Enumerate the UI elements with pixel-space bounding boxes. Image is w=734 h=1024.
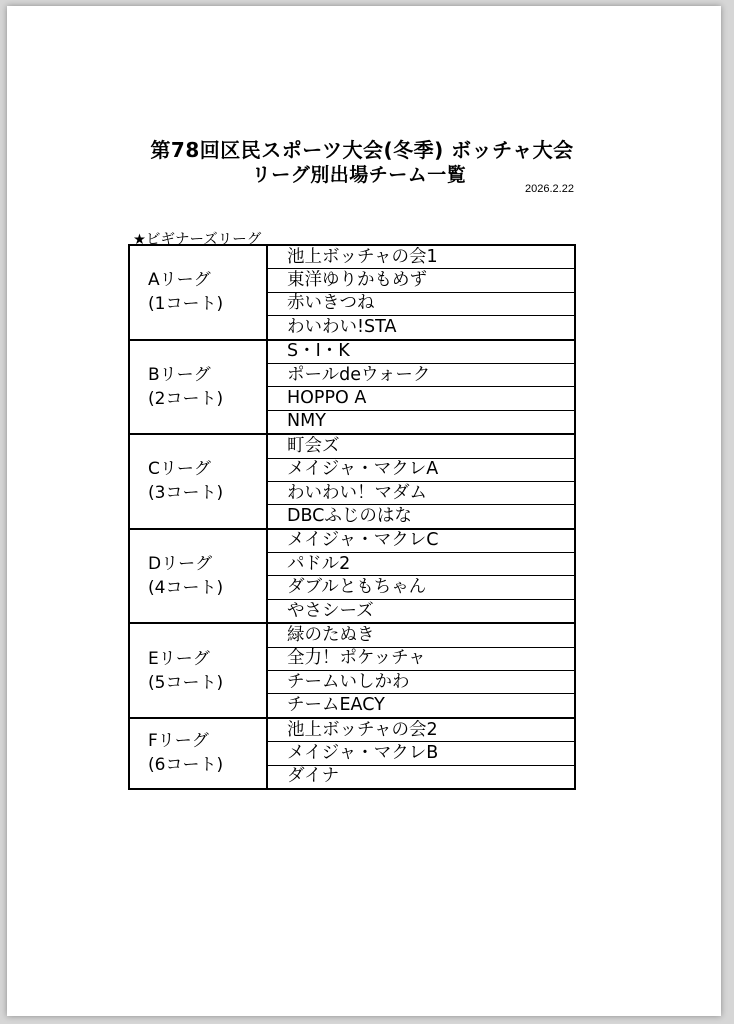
- league-cell: [129, 623, 267, 718]
- team-name: チームEACY: [267, 694, 575, 718]
- court-label: (6コート): [148, 755, 224, 776]
- league-cell: [129, 340, 267, 435]
- team-name: 全力！ポケッチャ: [267, 647, 575, 670]
- team-name: わいわい!STA: [267, 316, 575, 340]
- team-name: ダブルともちゃん: [267, 576, 575, 599]
- team-name: わいわい！マダム: [267, 481, 575, 504]
- league-name: Eリーグ: [148, 648, 210, 669]
- document-title: 第78回区民スポーツ大会(冬季) ボッチャ大会: [150, 138, 574, 162]
- league-name: Bリーグ: [148, 364, 211, 385]
- league-cell: [129, 434, 267, 529]
- league-cell: [129, 245, 267, 340]
- team-name: DBCふじのはな: [267, 505, 575, 529]
- table-row: [129, 623, 575, 647]
- team-name: メイジャ・マクレA: [267, 458, 575, 481]
- table-row: [129, 718, 575, 742]
- table-row: [129, 529, 575, 553]
- document-subtitle: リーグ別出場チーム一覧: [251, 164, 467, 186]
- court-label: (1コート): [148, 294, 224, 315]
- team-name: チームいしかわ: [267, 671, 575, 694]
- league-cell: [129, 718, 267, 789]
- team-name: ポールdeウォーク: [267, 363, 575, 386]
- league-cell: [129, 529, 267, 624]
- court-label: (2コート): [148, 388, 224, 409]
- table-row: [129, 340, 575, 364]
- court-label: (4コート): [148, 577, 224, 598]
- team-name: 池上ボッチャの会2: [267, 718, 575, 742]
- league-name: Aリーグ: [148, 270, 211, 291]
- team-name: HOPPO A: [267, 387, 575, 410]
- team-name: 緑のたぬき: [267, 623, 575, 647]
- table-row: [129, 245, 575, 269]
- team-name: メイジャ・マクレB: [267, 742, 575, 765]
- team-name: 町会ズ: [267, 434, 575, 458]
- league-table: [128, 244, 576, 790]
- league-name: Dリーグ: [148, 553, 213, 574]
- team-name: パドル2: [267, 553, 575, 576]
- team-name: 赤いきつね: [267, 292, 575, 315]
- court-label: (5コート): [148, 672, 224, 693]
- team-name: 池上ボッチャの会1: [267, 245, 575, 269]
- team-name: S・I・K: [267, 340, 575, 364]
- team-name: 東洋ゆりかもめず: [267, 269, 575, 292]
- section-label: ★ビギナーズリーグ: [133, 232, 262, 248]
- team-name: やさシーズ: [267, 599, 575, 623]
- court-label: (3コート): [148, 483, 224, 504]
- team-name: NMY: [267, 410, 575, 434]
- team-name: ダイナ: [267, 765, 575, 789]
- team-name: メイジャ・マクレC: [267, 529, 575, 553]
- league-name: Cリーグ: [148, 459, 211, 480]
- table-row: [129, 434, 575, 458]
- document-page: [7, 6, 721, 1016]
- league-name: Fリーグ: [148, 731, 209, 752]
- league-table-body: [129, 245, 575, 789]
- document-date: 2026.2.22: [525, 183, 574, 195]
